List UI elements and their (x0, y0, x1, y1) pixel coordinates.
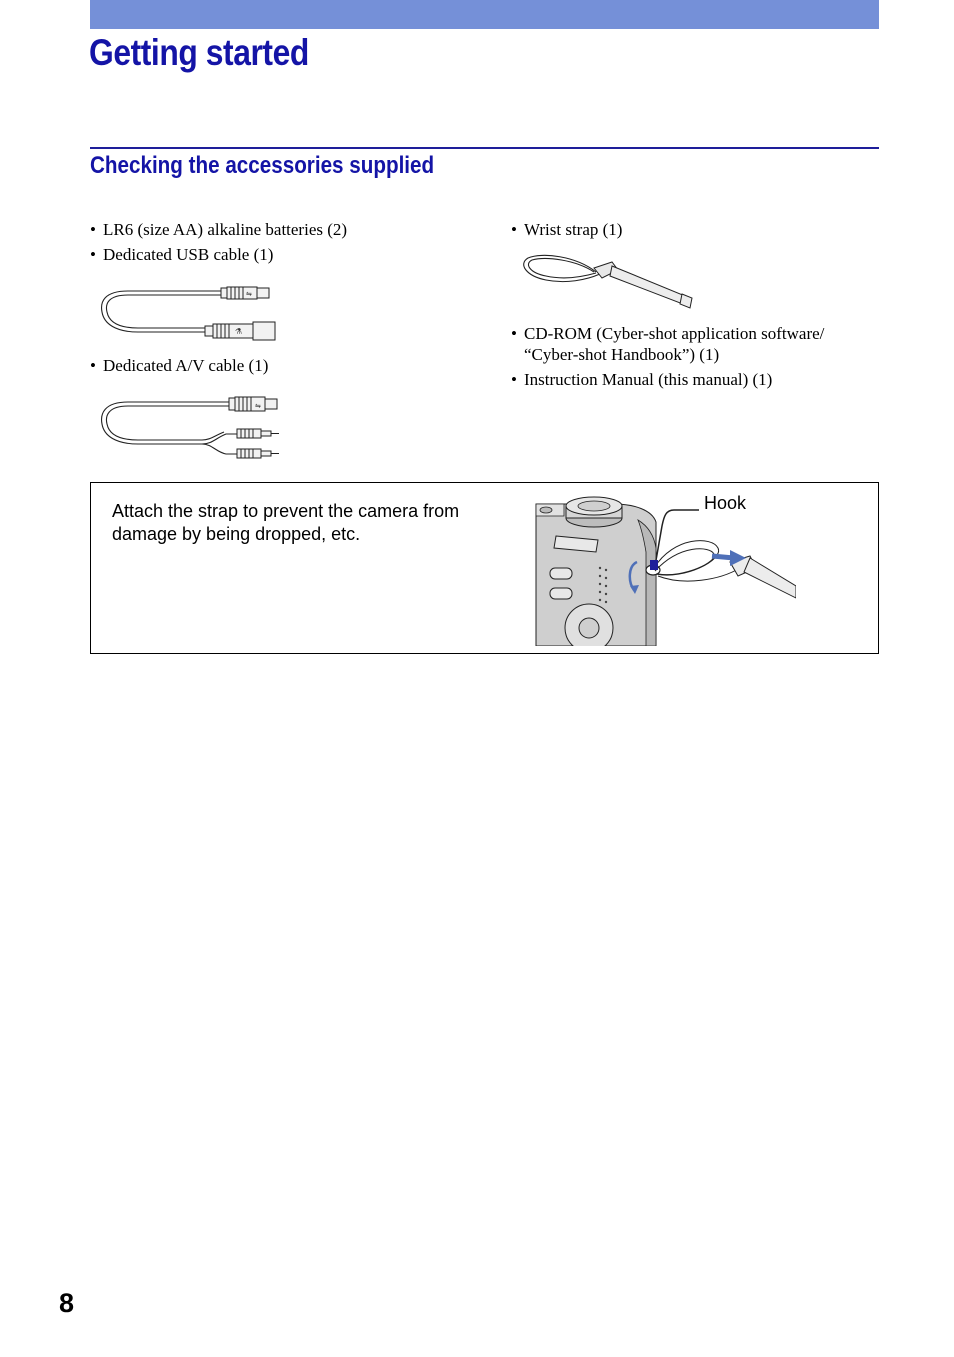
wrist-strap-illustration (520, 250, 696, 314)
av-cable-illustration (98, 392, 284, 464)
section-title: Checking the accessories supplied (90, 152, 435, 179)
section-divider (90, 147, 879, 149)
accessory-label: Wrist strap (1) (524, 220, 623, 239)
camera-strap-illustration (534, 496, 796, 646)
bullet: • (90, 220, 96, 239)
svg-text:⚗: ⚗ (235, 327, 243, 336)
bullet: • (511, 324, 517, 343)
accessory-label: LR6 (size AA) alkaline batteries (2) (103, 220, 348, 239)
page-number: 8 (59, 1288, 75, 1318)
usb-cable-illustration (98, 282, 280, 344)
svg-text:⇋: ⇋ (255, 402, 261, 410)
accessory-label: Instruction Manual (this manual) (1) (524, 370, 773, 389)
strap-note-box (90, 482, 879, 654)
chapter-title: Getting started (89, 32, 309, 73)
accessory-label: Dedicated A/V cable (1) (103, 356, 269, 375)
accessory-label: CD-ROM (Cyber-shot application software/ “Cyber-shot Handbook”) (1) (524, 324, 825, 364)
bullet: • (511, 370, 517, 389)
bullet: • (90, 356, 96, 375)
hook-label: Hook (704, 493, 747, 513)
accessory-label: Dedicated USB cable (1) (103, 245, 274, 264)
bullet: • (511, 220, 517, 239)
bullet: • (90, 245, 96, 264)
svg-text:⇋: ⇋ (246, 290, 252, 298)
header-bar (90, 0, 879, 29)
strap-note-text: Attach the strap to prevent the camera from damage by being dropped, etc. (112, 501, 460, 544)
